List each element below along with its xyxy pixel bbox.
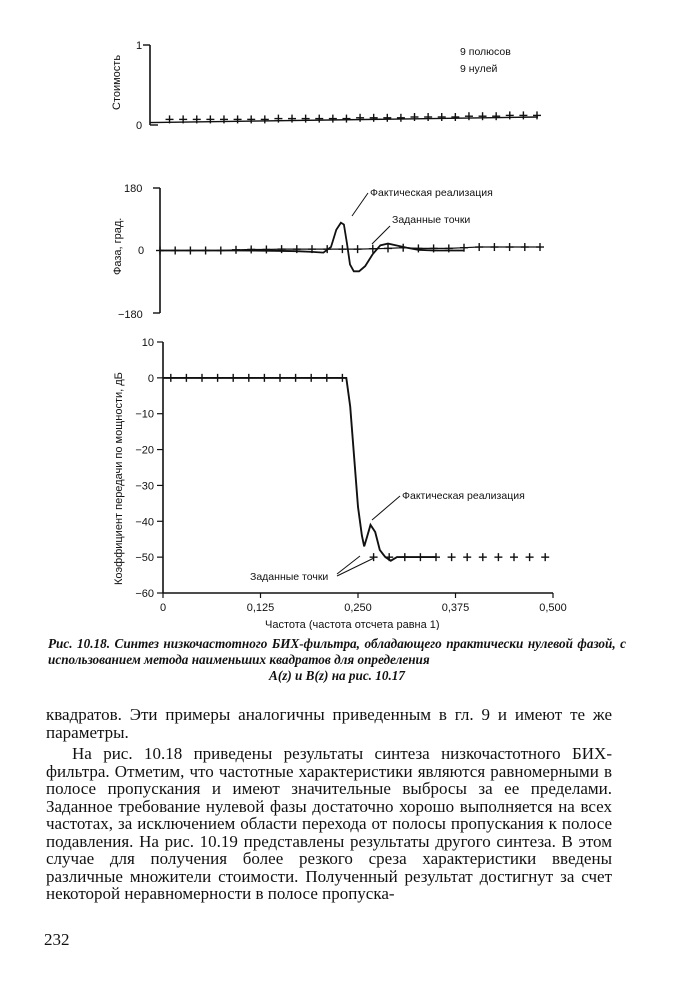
cost-marker [533, 111, 541, 119]
gain-annot-target: Заданные точки [250, 571, 329, 583]
cost-marker [479, 112, 487, 120]
cost-marker [492, 112, 500, 120]
gain-target-point [182, 374, 190, 382]
cost-marker [342, 115, 350, 123]
gain-xtick-label: 0,375 [441, 602, 470, 614]
cost-panel [111, 40, 541, 132]
phase-target-point [186, 247, 194, 255]
gain-target-point [416, 553, 424, 561]
gain-target-point [292, 374, 300, 382]
gain-target-point [448, 553, 456, 561]
gain-panel [113, 337, 567, 630]
cost-marker [288, 115, 296, 123]
caption-label: Рис. 10.18. [48, 636, 111, 651]
cost-tick-0: 0 [136, 120, 143, 132]
phase-tick-minus-180: −180 [118, 309, 143, 321]
gain-xtick-label: 0,125 [246, 602, 275, 614]
gain-ytick-label: −50 [135, 552, 154, 565]
phase-target-point [475, 243, 483, 251]
cost-y-label: Стоимость [111, 54, 123, 110]
gain-target-point [541, 553, 549, 561]
paragraph-1: квадратов. Эти примеры аналогичны приведенным в гл. 9 и имеют те же параметры. [46, 705, 612, 742]
paragraph-2: На рис. 10.18 приведены результаты синтеза низкочастотного БИХ-фильтра. Отметим, что частотные характеристики являются равномерными в полосе пропускания и имеют значительные выбросы за ее пределами. Заданное требование нулевой фазы достаточно хорошо выполняется на всех частотах, за исключением области перехода от полосы пропускания к полосе подавления. На рис. 10.19 представлены результаты другого синтеза. В этом случае для получения более резкого среза характеристики введены различные множители стоимости. Полученный результат достигнут за счет некоторой неравномерности в полосе пропуска- [46, 744, 612, 903]
phase-target-point [232, 246, 240, 254]
caption-last-line: A(z) и B(z) на рис. 10.17 [269, 668, 405, 683]
body-text [46, 706, 612, 903]
gain-target-point [494, 553, 502, 561]
phase-y-label: Фаза, град. [112, 217, 124, 275]
phase-target-point [338, 245, 346, 253]
gain-target-point [307, 374, 315, 382]
gain-ytick-label: −20 [135, 444, 154, 457]
phase-target-point [414, 244, 422, 252]
phase-target-point [521, 243, 529, 251]
gain-target-point [229, 374, 237, 382]
phase-target-point [217, 247, 225, 255]
gain-target-point [198, 374, 206, 382]
gain-target-point [463, 553, 471, 561]
phase-annot-target: Заданные точки [392, 214, 471, 226]
cost-marker [383, 114, 391, 122]
gain-actual-line [163, 378, 436, 561]
cost-marker [247, 115, 255, 123]
gain-xtick-label: 0,500 [539, 602, 567, 614]
gain-ytick-label: −60 [135, 588, 154, 600]
phase-target-point [399, 244, 407, 252]
cost-marker [370, 114, 378, 122]
gain-ytick-label: 0 [147, 372, 154, 385]
cost-marker [506, 111, 514, 119]
cost-marker [465, 112, 473, 120]
cost-marker [519, 111, 527, 119]
phase-target-point [506, 243, 514, 251]
phase-tick-0: 0 [138, 245, 145, 257]
phase-target-point [262, 245, 270, 253]
cost-marker [234, 115, 242, 123]
phase-target-point [171, 247, 179, 255]
gain-target-point [167, 374, 175, 382]
gain-target-point [510, 553, 518, 561]
phase-target-point [354, 245, 362, 253]
phase-panel [112, 183, 544, 321]
cost-marker [424, 113, 432, 121]
figure-caption [48, 636, 626, 684]
gain-target-point [401, 553, 409, 561]
cost-marker [302, 115, 310, 123]
phase-tick-180: 180 [124, 183, 143, 195]
gain-ytick-label: −30 [135, 480, 154, 493]
gain-xtick-label: 0,250 [344, 602, 372, 614]
gain-ytick-label: −40 [135, 516, 154, 529]
gain-ytick-label: −10 [135, 408, 154, 421]
phase-target-point [202, 247, 210, 255]
gain-xtick-label: 0 [159, 602, 167, 614]
phase-target-point [156, 247, 164, 255]
cost-marker [451, 113, 459, 121]
gain-target-point [245, 374, 253, 382]
gain-target-point [338, 374, 346, 382]
phase-target-point [278, 245, 286, 253]
caption-text: Синтез низкочастотного БИХ-фильтра, обладающего практически нулевой фазой, с использованием метода наименьших квадратов для определения [48, 636, 626, 667]
gain-target-point [323, 374, 331, 382]
cost-marker [356, 114, 364, 122]
cost-legend-zeros: 9 нулей [460, 63, 498, 75]
cost-marker [438, 113, 446, 121]
gain-annot-actual: Фактическая реализация [402, 490, 525, 502]
cost-legend-poles: 9 полюсов [460, 46, 511, 58]
phase-target-point [536, 243, 544, 251]
gain-x-label: Частота (частота отсчета равна 1) [265, 619, 440, 630]
cost-marker [261, 115, 269, 123]
phase-target-point [490, 243, 498, 251]
cost-tick-1: 1 [136, 40, 143, 52]
gain-target-point [432, 553, 440, 561]
gain-target-point [260, 374, 268, 382]
cost-marker [329, 115, 337, 123]
gain-target-point [214, 374, 222, 382]
cost-marker [411, 113, 419, 121]
cost-marker [315, 115, 323, 123]
gain-target-point [276, 374, 284, 382]
phase-target-point [247, 245, 255, 253]
cost-marker [397, 114, 405, 122]
gain-target-point [479, 553, 487, 561]
phase-annot-actual: Фактическая реализация [370, 187, 493, 199]
gain-target-point [526, 553, 534, 561]
phase-target-point [384, 244, 392, 252]
gain-ytick-label: 10 [141, 337, 154, 349]
gain-y-label: Коэффициент передачи по мощности, дБ [113, 372, 125, 585]
page-number: 232 [44, 930, 70, 949]
